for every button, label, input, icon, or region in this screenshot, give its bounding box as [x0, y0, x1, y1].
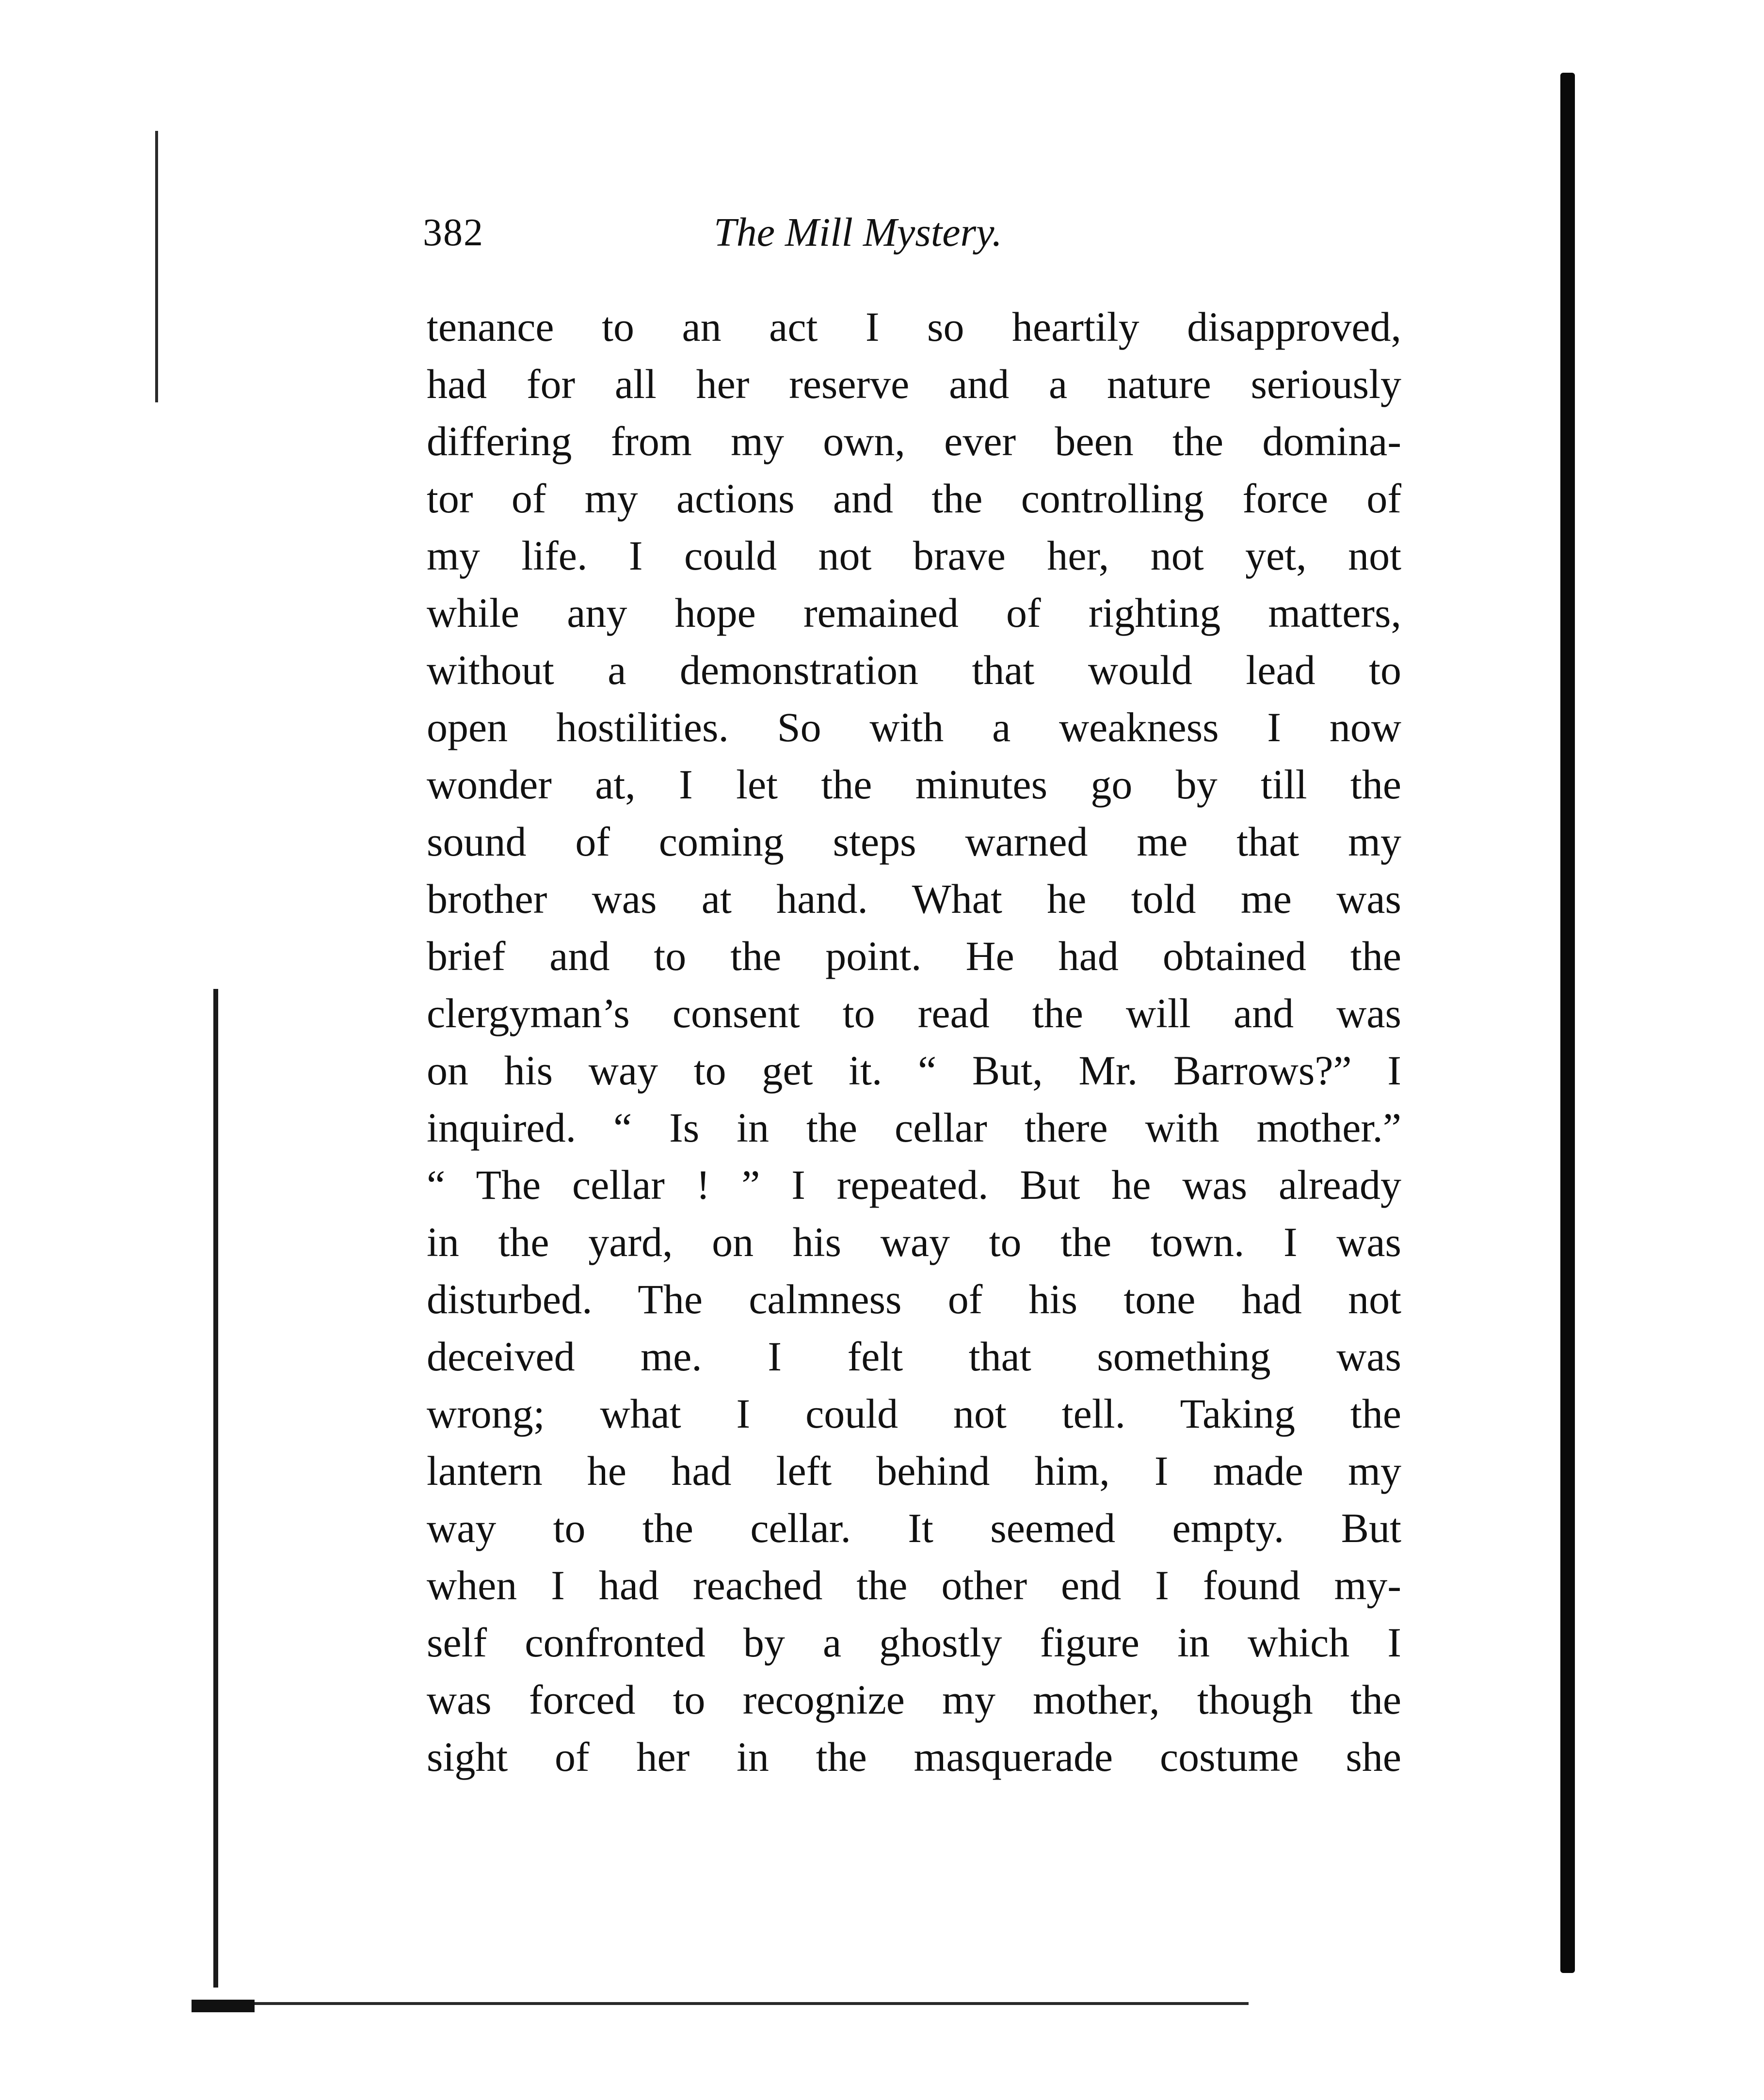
text-line: tenance to an act I so heartily disapproved,	[427, 303, 1401, 350]
text-line: clergyman’s consent to read the will and was	[427, 990, 1401, 1036]
text-line: wonder at, I let the minutes go by till the	[427, 761, 1401, 808]
scan-edge-mark-left	[213, 989, 218, 1988]
text-line: deceived me. I felt that something was	[427, 1333, 1401, 1380]
running-title: The Mill Mystery.	[714, 210, 1002, 255]
text-line: without a demonstration that would lead to	[427, 647, 1401, 693]
text-line: disturbed. The calmness of his tone had not	[427, 1276, 1401, 1322]
text-line: when I had reached the other end I found my-	[427, 1562, 1401, 1608]
text-line: open hostilities. So with a weakness I now	[427, 704, 1401, 750]
text-line: in the yard, on his way to the town. I was	[427, 1219, 1401, 1265]
text-line: brother was at hand. What he told me was	[427, 875, 1401, 922]
scan-edge-blot	[192, 2000, 255, 2012]
text-line: brief and to the point. He had obtained the	[427, 933, 1401, 979]
text-line: wrong; what I could not tell. Taking the	[427, 1390, 1401, 1437]
text-line: self confronted by a ghostly figure in which I	[427, 1619, 1401, 1666]
scan-edge-mark-upper	[155, 131, 158, 402]
text-line: way to the cellar. It seemed empty. But	[427, 1505, 1401, 1551]
text-line: while any hope remained of righting matters,	[427, 589, 1401, 636]
text-line: “ The cellar ! ” I repeated. But he was already	[427, 1161, 1401, 1208]
text-line: was forced to recognize my mother, though the	[427, 1676, 1401, 1723]
text-line: my life. I could not brave her, not yet, not	[427, 532, 1401, 579]
text-line: sound of coming steps warned me that my	[427, 818, 1401, 865]
text-line: differing from my own, ever been the domina-	[427, 418, 1401, 464]
running-head	[423, 204, 1296, 262]
text-line: tor of my actions and the controlling force of	[427, 475, 1401, 522]
binding-shadow	[1560, 73, 1575, 1973]
text-line: on his way to get it. “ But, Mr. Barrows?” I	[427, 1047, 1401, 1094]
body-text	[427, 298, 1401, 1785]
scan-edge-mark-bottom	[192, 2002, 1249, 2005]
text-line: sight of her in the masquerade costume she	[427, 1734, 1401, 1780]
text-line: inquired. “ Is in the cellar there with mother.”	[427, 1104, 1401, 1151]
page-number: 382	[423, 211, 484, 254]
text-line: lantern he had left behind him, I made my	[427, 1448, 1401, 1494]
text-line: had for all her reserve and a nature seriously	[427, 361, 1401, 407]
